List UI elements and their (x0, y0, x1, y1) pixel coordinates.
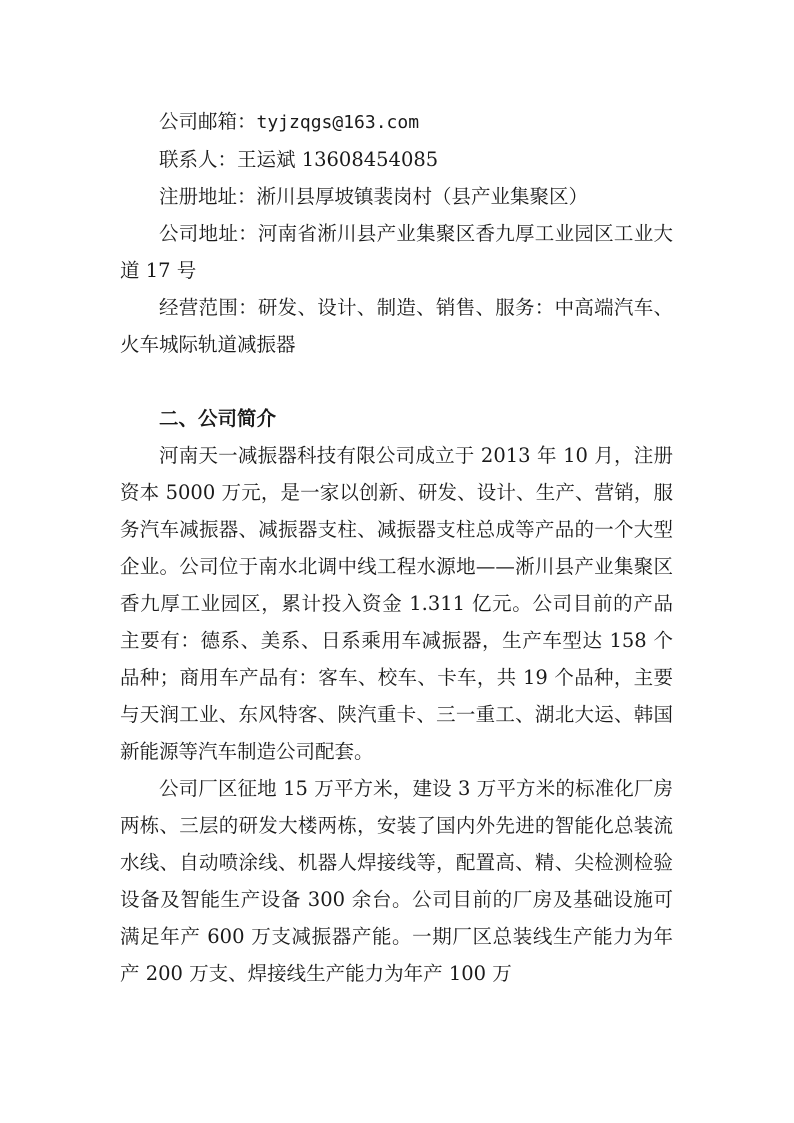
contact-value: 王运斌 13608454085 (237, 148, 439, 171)
company-address-value: 河南省淅川县产业集聚区香九厚工业园区工业大道 17 号 (120, 222, 673, 282)
registered-address-label: 注册地址： (159, 185, 257, 208)
company-address-line (120, 215, 673, 289)
section-heading: 二、公司简介 (159, 407, 277, 430)
email-label: 公司邮箱： (159, 110, 257, 133)
contact-label: 联系人： (159, 148, 238, 171)
email-value: tyjzqgs@163.com (256, 112, 420, 133)
intro-paragraph-1: 河南天一减振器科技有限公司成立于 2013 年 10 月，注册资本 5000 万元，是一家以创新、研发、设计、生产、营销，服务汽车减振器、减振器支柱、减振器支柱总成等产品的一个大型企业。公司位于南水北调中线工程水源地——淅川县产业集聚区香九厚工业园区，累计投入资金 1.311 亿元。公司目前的产品主要有：德系、美系、日系乘用车减振器，生产车型达 158 个品种；商用车产品有：客车、校车、卡车，共 19 个品种，主要与天润工业、东风特客、陕汽重卡、三一重工、湖北大运、韩国新能源等汽车制造公司配套。 (120, 444, 673, 763)
company-address-label: 公司地址： (159, 222, 258, 245)
section-spacer (120, 363, 673, 400)
email-line (120, 103, 673, 141)
business-scope-label: 经营范围： (159, 296, 258, 319)
registered-address-value: 淅川县厚坡镇裴岗村（县产业集聚区） (256, 185, 589, 208)
business-scope-line (120, 289, 673, 363)
business-scope-value: 研发、设计、制造、销售、服务：中高端汽车、火车城际轨道减振器 (120, 296, 673, 356)
document-content (120, 103, 673, 992)
intro-paragraph-2: 公司厂区征地 15 万平方米，建设 3 万平方米的标准化厂房两栋、三层的研发大楼两栋，安装了国内外先进的智能化总装流水线、自动喷涂线、机器人焊接线等，配置高、精、尖检测检验设备及智能生产设备 300 余台。公司目前的厂房及基础设施可满足年产 600 万支减振器产能。一期厂区总装线生产能力为年产 200 万支、焊接线生产能力为年产 100 万 (120, 777, 673, 985)
contact-line (120, 141, 673, 178)
registered-address-line (120, 178, 673, 215)
